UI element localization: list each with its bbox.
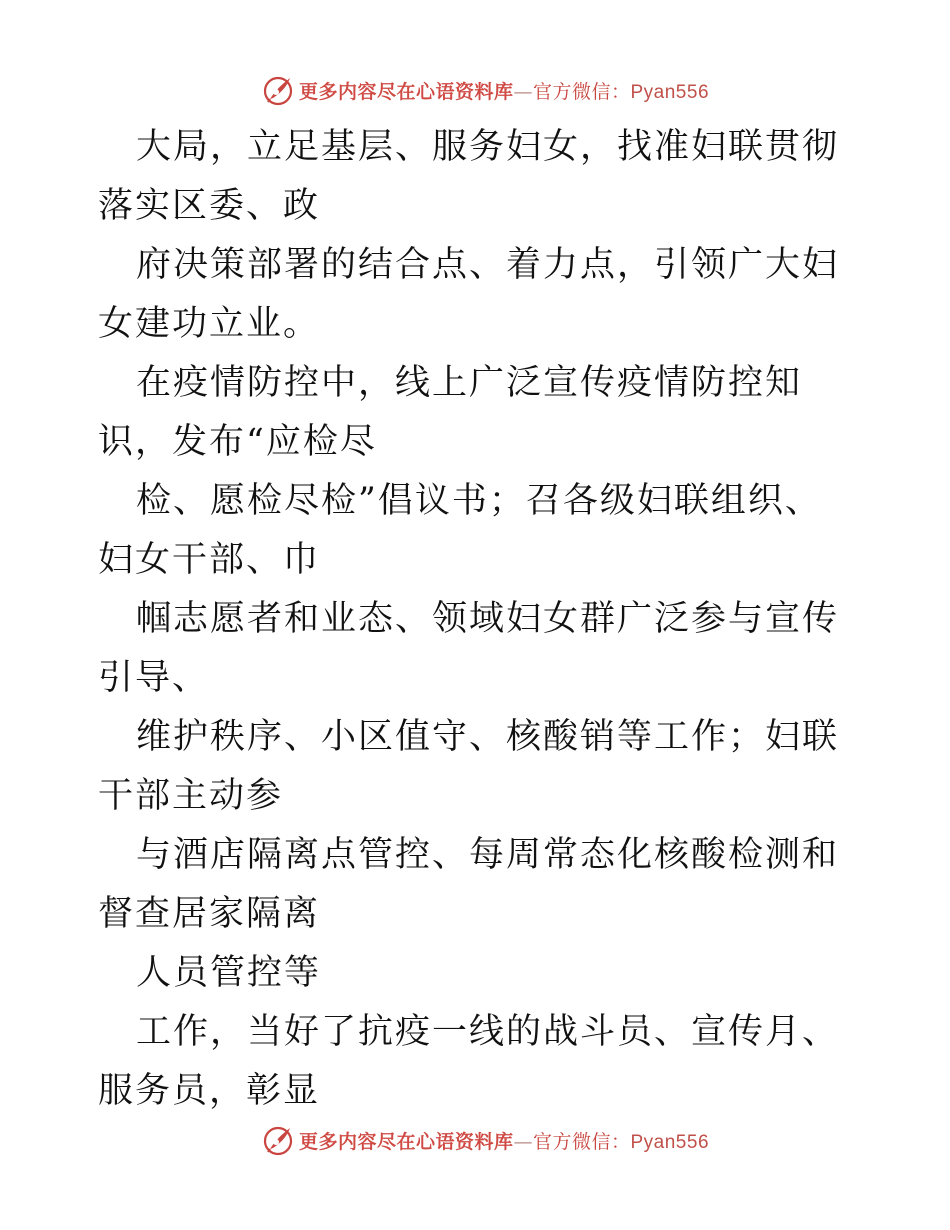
paragraph-8: 人员管控等: [136, 953, 322, 993]
quill-pen-logo-icon: [261, 1123, 295, 1157]
paragraph-7: 与酒店隔离点管控、每周常态化核酸检测和督查居家隔离: [98, 835, 840, 934]
paragraph-4: 检、愿检尽检”倡议书；召各级妇联组织、妇女干部、巾: [98, 481, 822, 580]
paragraph-5: 帼志愿者和业态、领域妇女群广泛参与宣传引导、: [98, 599, 840, 698]
paragraph-6: 维护秩序、小区值守、核酸销等工作；妇联干部主动参: [98, 717, 840, 816]
footer-handle: Pyan556: [630, 1131, 710, 1153]
header-banner-inner: [261, 73, 709, 107]
paragraph-2: 府决策部署的结合点、着力点，引领广大妇女建功立业。: [98, 245, 840, 344]
footer-banner-text: [299, 1127, 709, 1154]
header-banner-text: [299, 77, 709, 104]
header-banner: [0, 70, 950, 110]
footer-brand: 更多内容尽在心语资料库: [298, 1130, 514, 1153]
header-brand: 更多内容尽在心语资料库: [298, 80, 514, 103]
footer-banner-inner: [261, 1123, 709, 1157]
header-dash: —: [513, 80, 533, 103]
footer-banner: [0, 1120, 950, 1160]
quill-pen-logo-icon: [261, 73, 295, 107]
paragraph-9: 工作，当好了抗疫一线的战斗员、宣传月、服务员，彰显: [98, 1012, 840, 1111]
paragraph-3: 在疫情防控中，线上广泛宣传疫情防控知识，发布“应检尽: [98, 363, 803, 462]
body-text: [98, 118, 858, 1121]
footer-dash: —: [513, 1130, 533, 1153]
footer-wechat-label: 官方微信：: [532, 1130, 631, 1153]
header-wechat-label: 官方微信：: [532, 80, 631, 103]
paragraph-1: 大局，立足基层、服务妇女，找准妇联贯彻落实区委、政: [98, 127, 840, 226]
header-handle: Pyan556: [630, 81, 710, 103]
